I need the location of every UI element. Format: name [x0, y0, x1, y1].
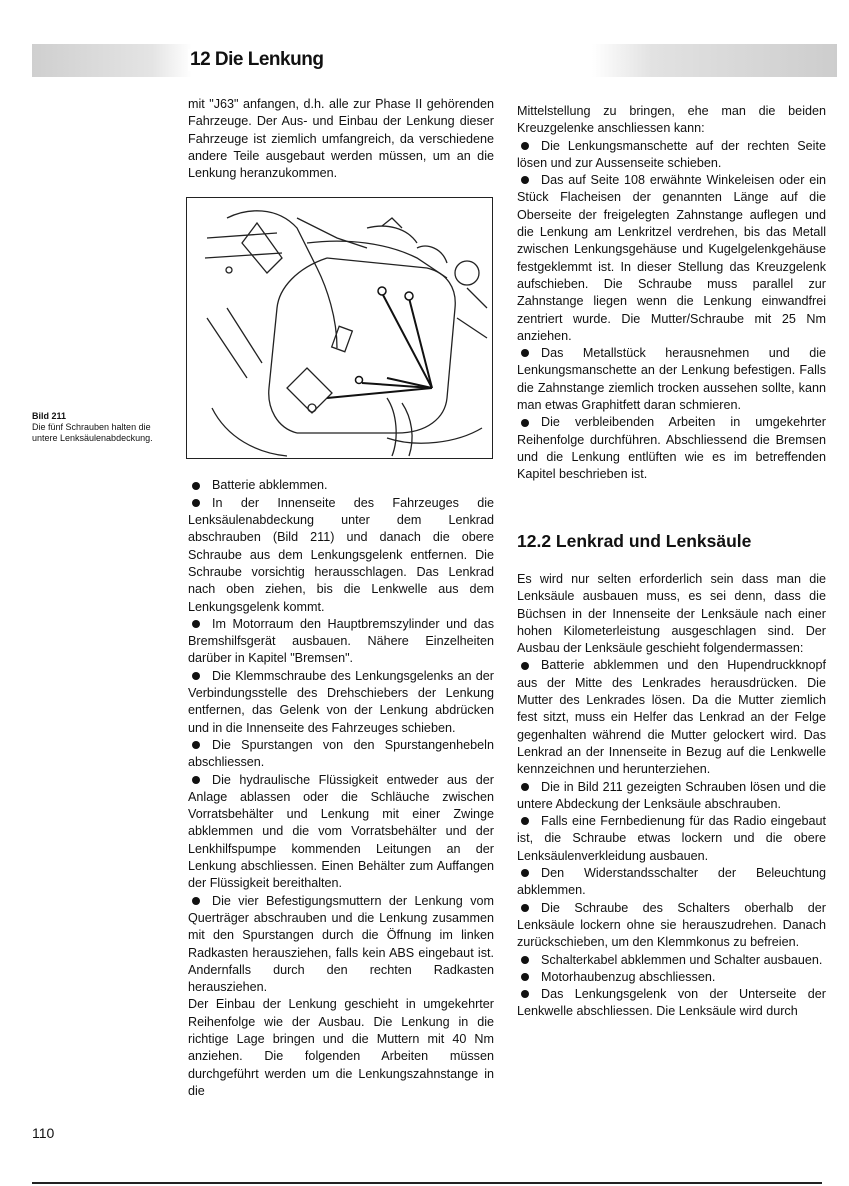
bullet-icon: [192, 482, 200, 490]
right-column: [517, 103, 826, 484]
bullet-icon: [192, 499, 200, 507]
continuation-paragraph: Mittelstellung zu bringen, ehe man die beiden Kreuzgelenke anschliessen kann:: [517, 104, 826, 136]
list-item: In der Innenseite des Fahrzeuges die Lenksäulenabdeckung unter dem Lenkrad abschrauben (Bild 211) und danach die obere Schraube aus dem Lenkungsgelenk entfernen. Die Schraube vorsichtig herausschlagen. Das Lenkrad nach oben ziehen, bis die Lenkwelle aus dem Lenkungsgelenk kommt.: [188, 495, 494, 614]
list-item: Die Spurstangen von den Spurstangenhebeln abschliessen.: [188, 737, 494, 770]
section-body: [517, 571, 826, 1021]
bullet-icon: [521, 869, 529, 877]
bullet-icon: [521, 176, 529, 184]
bullet-icon: [521, 904, 529, 912]
list-item: Die Schraube des Schalters oberhalb der Lenksäule lockern ohne sie herauszudrehen. Danach zurückschieben, um den Klemmkonus zu befreien.: [517, 900, 826, 950]
section-intro: Es wird nur selten erforderlich sein dass man die Lenksäule ausbauen muss, es sei denn, dass die Büchsen in der Innenseite der Lenksäule nach einer hohen Kilometerleistung ausgeschlagen sind. Der Ausbau der Lenksäule geschieht folgendermassen:: [517, 572, 826, 656]
list-item: Die Klemmschraube des Lenkungsgelenks an der Verbindungsstelle des Drehschiebers der Lenkung entfernen, das Gelenk von der Lenkung abdrücken und in die Innenseite des Fahrzeuges schieben.: [188, 668, 494, 735]
list-item: Im Motorraum den Hauptbremszylinder und das Bremshilfsgerät ausbauen. Nähere Einzelheiten darüber in Kapitel "Bremsen".: [188, 616, 494, 666]
figure-image: [186, 197, 493, 459]
bullet-icon: [192, 741, 200, 749]
bullet-icon: [521, 662, 529, 670]
bullet-icon: [521, 142, 529, 150]
bullet-icon: [192, 672, 200, 680]
page-number: 110: [32, 1125, 55, 1141]
steering-column-illustration: [187, 198, 492, 458]
list-item: Batterie abklemmen und den Hupendruckknopf aus der Mitte des Lenkrades herausdrücken. Die Mutter des Lenkrades lösen. Da die Mutter ziemlich fest sitzt, muss ein Helfer das Lenkrad an der Felge gegenhalten während die Mutter gelockert wird. Das Lenkrad an der Innenseite in Bezug auf die Lenkwelle kennzeichnen und herunterziehen.: [517, 658, 826, 777]
list-item: Die verbleibenden Arbeiten in umgekehrter Reihenfolge durchführen. Abschliessend die Bremsen und die Lenkung entlüften wie es im betreffenden Kapitel beschrieben ist.: [517, 415, 826, 482]
list-item: Das auf Seite 108 erwähnte Winkeleisen oder ein Stück Flacheisen der genannten Länge auf die Oberseite der freigelegten Zahnstange auflegen und die Lenkung am Lenkritzel verdrehen, bis das Metall zwischen Lenkungsgehäuse und Kugelgelenkgehäuse festgeklemmt ist. In dieser Stellung das Kreuzgelenk aufschieben. Die Schraube muss parallel zur Zahnstange liegen wenn die Lenkung einwandfrei zentriert wurde. Die Mutter/Schraube mit 25 Nm anziehen.: [517, 173, 826, 343]
list-item: Das Metallstück herausnehmen und die Lenkungsmanschette an der Lenkung befestigen. Falls die Zahnstange ziemlich trocken aussehen sollte, kann man etwas Graphitfett daran schmieren.: [517, 346, 826, 413]
bullet-icon: [521, 419, 529, 427]
bullet-icon: [521, 990, 529, 998]
bottom-rule: [32, 1182, 822, 1184]
section-heading: 12.2 Lenkrad und Lenksäule: [517, 531, 752, 551]
header-band: [32, 44, 837, 77]
chapter-title: 12 Die Lenkung: [188, 49, 331, 71]
list-item: Das Lenkungsgelenk von der Unterseite der Lenkwelle abschliessen. Die Lenksäule wird durch: [517, 987, 826, 1019]
list-item: Schalterkabel abklemmen und Schalter ausbauen.: [517, 952, 826, 969]
list-item: Die in Bild 211 gezeigten Schrauben lösen und die untere Abdeckung der Lenksäule abschrauben.: [517, 779, 826, 811]
figure-caption: [32, 411, 162, 444]
list-item: Falls eine Fernbedienung für das Radio eingebaut ist, die Schraube etwas lockern und die obere Lenksäulenverkleidung ausbauen.: [517, 814, 826, 863]
list-item: Batterie abklemmen.: [188, 477, 494, 494]
bullet-icon: [521, 349, 529, 357]
list-item: Die hydraulische Flüssigkeit entweder aus der Anlage ablassen oder die Schläuche zwischen Vorratsbehälter und Lenkung mit einer Zwinge abklemmen und die vom Vorratsbehälter und der Lenkhilfspumpe kommenden Leitungen an der Lenkung abschliessen. Einen Behälter zum Auffangen der Flüssigkeit bereithalten.: [188, 772, 494, 891]
bullet-icon: [521, 783, 529, 791]
bullet-icon: [521, 956, 529, 964]
list-item: Den Widerstandsschalter der Beleuchtung abklemmen.: [517, 866, 826, 898]
bullet-icon: [192, 620, 200, 628]
bullet-icon: [192, 776, 200, 784]
figure-label: Bild 211: [32, 411, 67, 421]
bullet-icon: [521, 973, 529, 981]
intro-paragraph: mit "J63" anfangen, d.h. alle zur Phase II gehörenden Fahrzeuge. Der Aus- und Einbau der Lenkung dieser Fahrzeuge ist ziemlich umfangreich, da verschiedene andere Teile ausgebaut werden müssen, um an die Lenkung heranzukommen.: [188, 97, 494, 181]
bullet-icon: [192, 897, 200, 905]
bullet-icon: [521, 817, 529, 825]
list-item: Die Lenkungsmanschette auf der rechten Seite lösen und zur Aussenseite schieben.: [517, 138, 826, 170]
figure-caption-text: Die fünf Schrauben halten die untere Lenksäulenabdeckung.: [32, 422, 153, 443]
list-item: Die vier Befestigungsmuttern der Lenkung vom Querträger abschrauben und die Lenkung zusammen mit den Spurstangen durch die Öffnung im linken Radkasten herausziehen, falls kein ABS eingebaut ist. Andernfalls durch den rechten Radkasten herausziehen.: [188, 893, 494, 995]
closing-paragraph: Der Einbau der Lenkung geschieht in umgekehrter Reihenfolge wie der Ausbau. Die Lenkung in die richtige Lage bringen und die Muttern mit 40 Nm anziehen. Die folgenden Arbeiten müssen durchgeführt werden um die Lenkungszahnstange in die: [188, 997, 494, 1098]
list-item: Motorhaubenzug abschliessen.: [517, 969, 826, 986]
